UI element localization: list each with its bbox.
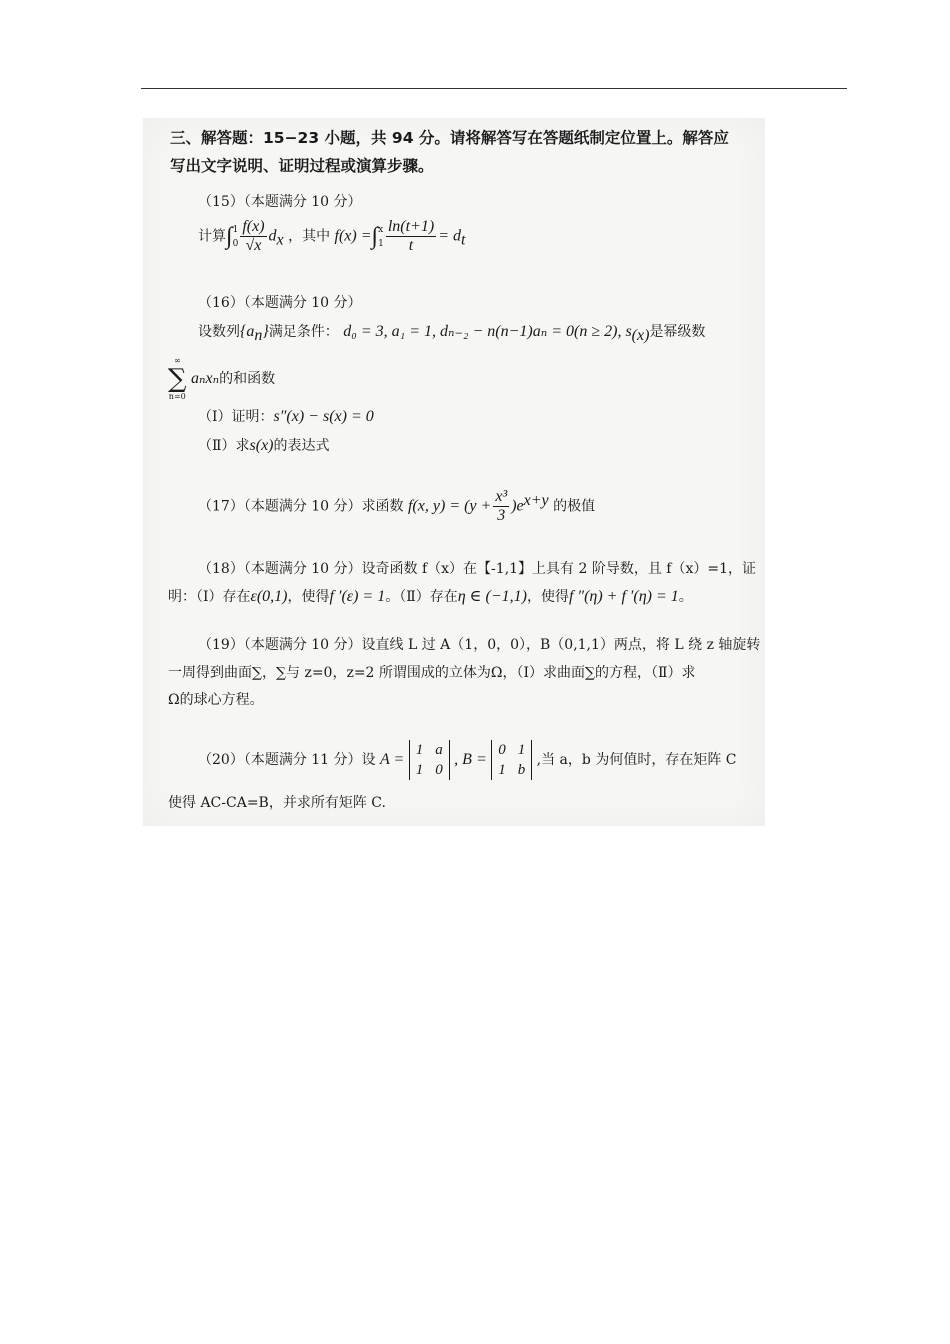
q18-line1: （18）（本题满分 10 分）设奇函数 f（x）在【-1,1】上具有 2 阶导数，且 f（x）=1，证 [198,561,757,577]
header-rule [141,88,847,89]
q18-line2: 明：（Ⅰ）存在ε(0,1)，使得f ′(ε) = 1。（Ⅱ）存在η ∈ (−1,1)，使得f ″(η) + f ′(η) = 1。 [168,588,693,605]
q15-label: （15）（本题满分 10 分） [198,194,362,210]
q16-part2: （Ⅱ）求s(x)的表达式 [198,437,330,454]
q16-part1: （Ⅰ）证明：s″(x) − s(x) = 0 [198,408,374,425]
q20-line2: 使得 AC-CA=B，并求所有矩阵 C. [168,795,386,811]
q20-line1: （20）（本题满分 11 分）设 A = 1 a 1 0 , B = 0 1 1 b ,当 a，b 为何值时，存在矩阵 C [198,742,737,778]
q16-line2: ∞ ∑ n=0 aₙxₙ的和函数 [168,356,276,401]
matrix-b: 0 1 1 b [491,740,532,780]
q19-line1: （19）（本题满分 10 分）设直线 L 过 A（1，0，0），B（0,1,1）两点，将 L 绕 z 轴旋转 [198,637,761,653]
section-heading-line2: 写出文字说明、证明过程或演算步骤。 [170,157,434,175]
q17-line: （17）（本题满分 10 分）求函数 f(x, y) = (y + $\frac{\text{x³}}{3}$ )$e^{x+y}$ 的极值 [198,488,596,524]
q16-label: （16）（本题满分 10 分） [198,295,362,311]
q15-formula: 计算∫ 1 0 $\frac{f(x)}{√x}$ $d_x$ ，其中 f(x) =∫ x 1 $\frac{\ln(t+1)}{t}$ = $d_t$ [198,218,466,254]
q19-line2: 一周得到曲面∑，∑与 z=0，z=2 所谓围成的立体为Ω，（Ⅰ）求曲面∑的方程，（Ⅱ）求 [168,665,696,681]
q16-line1: 设数列$\{a_n\}$满足条件： d₀ = 3, a₁ = 1, dₙ₋₂ − n(n−1)aₙ = 0(n ≥ 2), $s_{(x)}$是幂级数 [198,323,706,344]
matrix-a: 1 a 1 0 [409,740,450,780]
q19-line3: Ω的球心方程。 [168,692,264,708]
section-heading-line1: 三、解答题：15−23 小题，共 94 分。请将解答写在答题纸制定位置上。解答应 [170,129,729,147]
